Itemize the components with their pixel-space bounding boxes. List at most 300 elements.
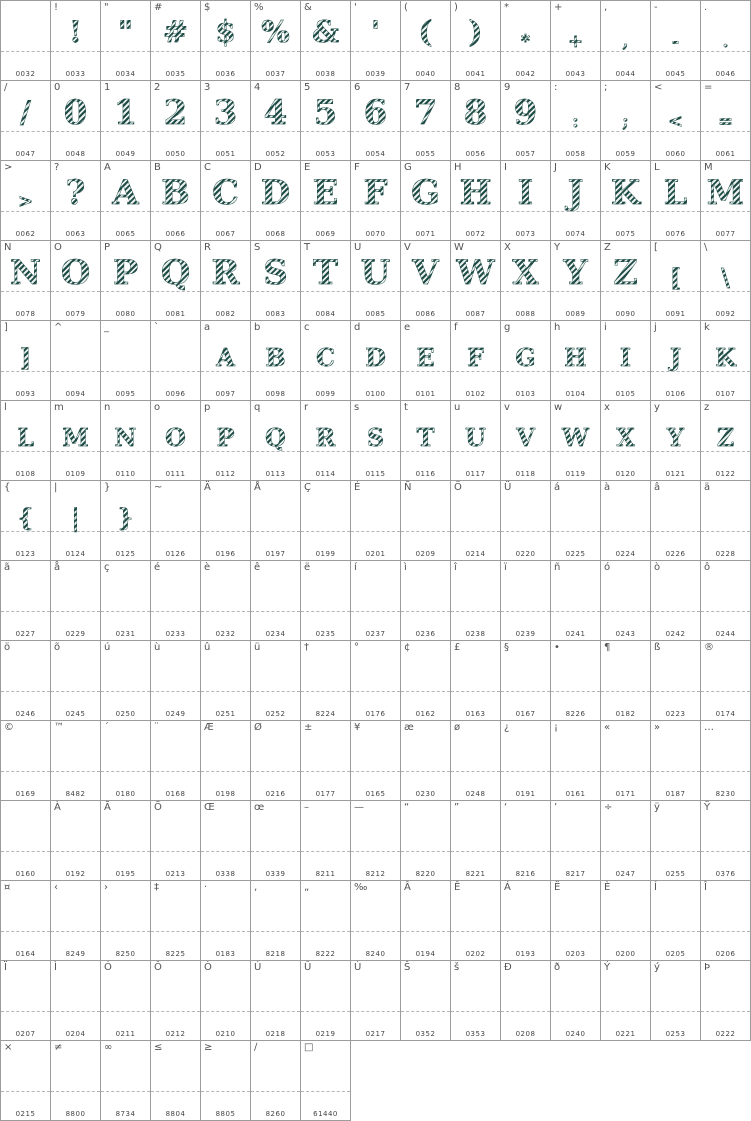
character-label: ·: [204, 882, 208, 893]
baseline-guide: [351, 531, 400, 532]
glyph-cell-0038[interactable]: [300, 0, 351, 81]
glyph-cell-0123[interactable]: [0, 480, 51, 561]
baseline-guide: [701, 771, 750, 772]
glyph-cell-0253[interactable]: [650, 960, 701, 1041]
glyph-cell-0101[interactable]: [400, 320, 451, 401]
glyph-cell-0070[interactable]: [350, 160, 401, 241]
baseline-guide: [551, 51, 600, 52]
glyph-cell-0082[interactable]: [200, 240, 251, 321]
character-code: 0063: [65, 230, 86, 238]
glyph-cell-0057[interactable]: [500, 80, 551, 161]
character-label: Å: [254, 482, 261, 493]
character-code: 0120: [615, 470, 636, 478]
glyph-cell-0255[interactable]: [650, 800, 701, 881]
baseline-guide: [251, 851, 300, 852]
glyph-cell-0096[interactable]: [150, 320, 201, 401]
glyph-cell-0209[interactable]: [400, 480, 451, 561]
baseline-guide: [351, 691, 400, 692]
glyph-cell-0069[interactable]: [300, 160, 351, 241]
character-label: 5: [304, 82, 311, 93]
character-label: ∕: [254, 1042, 258, 1053]
glyph-cell-0073[interactable]: [500, 160, 551, 241]
glyph-cell-0243[interactable]: [600, 560, 651, 641]
glyph-cell-0115[interactable]: [350, 400, 401, 481]
glyph-cell-0187[interactable]: [650, 720, 701, 801]
glyph-cell-0061[interactable]: [700, 80, 751, 161]
glyph-cell-0058[interactable]: [550, 80, 601, 161]
baseline-guide: [301, 851, 350, 852]
glyph-preview: G: [401, 173, 450, 213]
glyph-cell-0197[interactable]: [250, 480, 301, 561]
glyph-cell-0037[interactable]: [250, 0, 301, 81]
glyph-preview: M: [701, 173, 750, 213]
glyph-cell-8221[interactable]: [450, 800, 501, 881]
character-code: 0070: [365, 230, 386, 238]
glyph-cell-0376[interactable]: [700, 800, 751, 881]
character-label: l: [4, 402, 7, 413]
glyph-cell-0339[interactable]: [250, 800, 301, 881]
glyph-cell-0100[interactable]: [350, 320, 401, 401]
glyph-cell-0338[interactable]: [200, 800, 251, 881]
glyph-cell-0119[interactable]: [550, 400, 601, 481]
glyph-cell-0034[interactable]: [100, 0, 151, 81]
glyph-cell-0047[interactable]: [0, 80, 51, 161]
glyph-cell-0229[interactable]: [50, 560, 101, 641]
glyph-preview: 9: [501, 93, 550, 133]
character-label: …: [704, 722, 714, 733]
glyph-cell-8224[interactable]: [300, 640, 351, 721]
glyph-cell-0171[interactable]: [600, 720, 651, 801]
baseline-guide: [101, 931, 150, 932]
glyph-cell-0040[interactable]: [400, 0, 451, 81]
glyph-cell-0092[interactable]: [700, 240, 751, 321]
glyph-preview: }: [101, 504, 150, 532]
character-code: 0036: [215, 70, 236, 78]
glyph-cell-0068[interactable]: [250, 160, 301, 241]
character-code: 0086: [415, 310, 436, 318]
character-code: 0211: [115, 1030, 136, 1038]
glyph-cell-0049[interactable]: [100, 80, 151, 161]
glyph-cell-8250[interactable]: [100, 880, 151, 961]
glyph-cell-8240[interactable]: [350, 880, 401, 961]
glyph-cell-0091[interactable]: [650, 240, 701, 321]
glyph-cell-0084[interactable]: [300, 240, 351, 321]
character-code: 0118: [515, 470, 536, 478]
character-label: ´: [104, 722, 109, 733]
glyph-cell-8804[interactable]: [150, 1040, 201, 1121]
baseline-guide: [651, 771, 700, 772]
glyph-cell-0198[interactable]: [200, 720, 251, 801]
glyph-cell-0228[interactable]: [700, 480, 751, 561]
glyph-cell-0194[interactable]: [400, 880, 451, 961]
glyph-cell-8222[interactable]: [300, 880, 351, 961]
glyph-cell-0085[interactable]: [350, 240, 401, 321]
glyph-cell-0125[interactable]: [100, 480, 151, 561]
baseline-guide: [51, 1011, 100, 1012]
glyph-cell-0089[interactable]: [550, 240, 601, 321]
character-code: 0077: [715, 230, 736, 238]
baseline-guide: [351, 211, 400, 212]
glyph-preview: Z: [701, 424, 750, 452]
baseline-guide: [351, 1011, 400, 1012]
glyph-cell-0223[interactable]: [650, 640, 701, 721]
character-label: à: [604, 482, 611, 493]
glyph-cell-0122[interactable]: [700, 400, 751, 481]
glyph-cell-0236[interactable]: [400, 560, 451, 641]
glyph-cell-0240[interactable]: [550, 960, 601, 1041]
glyph-cell-0072[interactable]: [450, 160, 501, 241]
glyph-preview: I: [601, 344, 650, 372]
glyph-cell-0081[interactable]: [150, 240, 201, 321]
character-code: 0187: [665, 790, 686, 798]
glyph-cell-0097[interactable]: [200, 320, 251, 401]
character-label: ¥: [354, 722, 361, 733]
glyph-cell-0220[interactable]: [500, 480, 551, 561]
character-code: 0125: [115, 550, 136, 558]
glyph-cell-0083[interactable]: [250, 240, 301, 321]
glyph-cell-0094[interactable]: [50, 320, 101, 401]
glyph-cell-8230[interactable]: [700, 720, 751, 801]
glyph-cell-8220[interactable]: [400, 800, 451, 881]
character-label: Ú: [254, 962, 262, 973]
glyph-cell-0231[interactable]: [100, 560, 151, 641]
glyph-cell-0226[interactable]: [650, 480, 701, 561]
character-code: 0042: [515, 70, 536, 78]
character-code: 0104: [565, 390, 586, 398]
glyph-cell-0160[interactable]: [0, 800, 51, 881]
glyph-cell-0176[interactable]: [350, 640, 401, 721]
glyph-cell-8217[interactable]: [550, 800, 601, 881]
glyph-cell-0055[interactable]: [400, 80, 451, 161]
glyph-cell-0214[interactable]: [450, 480, 501, 561]
glyph-cell-0067[interactable]: [200, 160, 251, 241]
glyph-cell-8212[interactable]: [350, 800, 401, 881]
character-label: %: [254, 2, 264, 13]
glyph-cell-0211[interactable]: [100, 960, 151, 1041]
glyph-cell-0247[interactable]: [600, 800, 651, 881]
character-label: À: [54, 802, 61, 813]
character-label: d: [354, 322, 361, 333]
glyph-preview: B: [151, 173, 200, 213]
glyph-cell-0032[interactable]: [0, 0, 51, 81]
glyph-cell-8805[interactable]: [200, 1040, 251, 1121]
glyph-cell-0248[interactable]: [450, 720, 501, 801]
glyph-cell-0103[interactable]: [500, 320, 551, 401]
baseline-guide: [101, 291, 150, 292]
glyph-cell-0177[interactable]: [300, 720, 351, 801]
glyph-cell-0066[interactable]: [150, 160, 201, 241]
glyph-cell-0246[interactable]: [0, 640, 51, 721]
baseline-guide: [701, 531, 750, 532]
character-code: 0215: [15, 1110, 36, 1118]
glyph-cell-0114[interactable]: [300, 400, 351, 481]
glyph-cell-0090[interactable]: [600, 240, 651, 321]
glyph-cell-0054[interactable]: [350, 80, 401, 161]
glyph-cell-0109[interactable]: [50, 400, 101, 481]
glyph-cell-0183[interactable]: [200, 880, 251, 961]
glyph-cell-0071[interactable]: [400, 160, 451, 241]
character-label: ”: [454, 802, 460, 813]
glyph-preview: 5: [301, 93, 350, 133]
glyph-cell-0116[interactable]: [400, 400, 451, 481]
glyph-cell-0041[interactable]: [450, 0, 501, 81]
glyph-cell-0204[interactable]: [50, 960, 101, 1041]
character-label: ‹: [54, 882, 58, 893]
glyph-cell-0196[interactable]: [200, 480, 251, 561]
glyph-cell-0353[interactable]: [450, 960, 501, 1041]
glyph-cell-8482[interactable]: [50, 720, 101, 801]
glyph-cell-0244[interactable]: [700, 560, 751, 641]
character-label: g: [504, 322, 511, 333]
character-code: 0073: [515, 230, 536, 238]
baseline-guide: [101, 611, 150, 612]
baseline-guide: [51, 851, 100, 852]
glyph-cell-0230[interactable]: [400, 720, 451, 801]
glyph-cell-8226[interactable]: [550, 640, 601, 721]
character-code: 0227: [15, 630, 36, 638]
glyph-cell-0222[interactable]: [700, 960, 751, 1041]
baseline-guide: [101, 771, 150, 772]
glyph-cell-8216[interactable]: [500, 800, 551, 881]
glyph-cell-0110[interactable]: [100, 400, 151, 481]
glyph-preview: O: [51, 253, 100, 293]
glyph-cell-8218[interactable]: [250, 880, 301, 961]
glyph-cell-0164[interactable]: [0, 880, 51, 961]
glyph-cell-0165[interactable]: [350, 720, 401, 801]
glyph-cell-0099[interactable]: [300, 320, 351, 401]
glyph-cell-8260[interactable]: [250, 1040, 301, 1121]
glyph-cell-0251[interactable]: [200, 640, 251, 721]
glyph-cell-0174[interactable]: [700, 640, 751, 721]
glyph-cell-0086[interactable]: [400, 240, 451, 321]
glyph-cell-0053[interactable]: [300, 80, 351, 161]
glyph-cell-0210[interactable]: [200, 960, 251, 1041]
glyph-preview: 2: [151, 93, 200, 133]
glyph-cell-0202[interactable]: [450, 880, 501, 961]
glyph-cell-0126[interactable]: [150, 480, 201, 561]
baseline-guide: [251, 211, 300, 212]
glyph-cell-0252[interactable]: [250, 640, 301, 721]
glyph-cell-0033[interactable]: [50, 0, 101, 81]
glyph-cell-0238[interactable]: [450, 560, 501, 641]
glyph-cell-0233[interactable]: [150, 560, 201, 641]
glyph-preview: X: [501, 253, 550, 293]
glyph-cell-0050[interactable]: [150, 80, 201, 161]
character-label: ú: [104, 642, 111, 653]
baseline-guide: [151, 1091, 200, 1092]
character-code: 0044: [615, 70, 636, 78]
glyph-cell-0076[interactable]: [650, 160, 701, 241]
glyph-cell-0077[interactable]: [700, 160, 751, 241]
character-label: J: [554, 162, 557, 173]
glyph-cell-0239[interactable]: [500, 560, 551, 641]
glyph-cell-0108[interactable]: [0, 400, 51, 481]
glyph-cell-0201[interactable]: [350, 480, 401, 561]
glyph-cell-0062[interactable]: [0, 160, 51, 241]
character-label: c: [304, 322, 310, 333]
glyph-cell-0217[interactable]: [350, 960, 401, 1041]
baseline-guide: [301, 291, 350, 292]
glyph-cell-0237[interactable]: [350, 560, 401, 641]
glyph-preview: L: [1, 424, 50, 452]
glyph-cell-0207[interactable]: [0, 960, 51, 1041]
glyph-cell-0169[interactable]: [0, 720, 51, 801]
character-label: I: [504, 162, 507, 173]
glyph-preview: Q: [151, 253, 200, 293]
glyph-cell-0118[interactable]: [500, 400, 551, 481]
glyph-cell-0193[interactable]: [500, 880, 551, 961]
glyph-cell-0105[interactable]: [600, 320, 651, 401]
glyph-cell-0039[interactable]: [350, 0, 401, 81]
glyph-cell-0232[interactable]: [200, 560, 251, 641]
glyph-cell-0215[interactable]: [0, 1040, 51, 1121]
character-code: 0203: [565, 950, 586, 958]
glyph-cell-0112[interactable]: [200, 400, 251, 481]
character-label: „: [304, 882, 310, 893]
baseline-guide: [601, 851, 650, 852]
glyph-cell-0098[interactable]: [250, 320, 301, 401]
character-code: 0247: [615, 870, 636, 878]
baseline-guide: [251, 931, 300, 932]
glyph-cell-0102[interactable]: [450, 320, 501, 401]
glyph-cell-0250[interactable]: [100, 640, 151, 721]
glyph-cell-0060[interactable]: [650, 80, 701, 161]
glyph-cell-0095[interactable]: [100, 320, 151, 401]
glyph-cell-0051[interactable]: [200, 80, 251, 161]
glyph-cell-0206[interactable]: [700, 880, 751, 961]
glyph-cell-0046[interactable]: [700, 0, 751, 81]
character-label: Ô: [154, 962, 162, 973]
glyph-cell-0093[interactable]: [0, 320, 51, 401]
glyph-cell-0161[interactable]: [550, 720, 601, 801]
glyph-cell-0235[interactable]: [300, 560, 351, 641]
glyph-cell-0074[interactable]: [550, 160, 601, 241]
glyph-cell-0191[interactable]: [500, 720, 551, 801]
glyph-cell-0216[interactable]: [250, 720, 301, 801]
glyph-cell-0106[interactable]: [650, 320, 701, 401]
character-code: 0234: [265, 630, 286, 638]
character-label: W: [454, 242, 464, 253]
character-label: §: [504, 642, 509, 653]
character-label: `: [154, 322, 159, 333]
glyph-cell-0212[interactable]: [150, 960, 201, 1041]
glyph-cell-0087[interactable]: [450, 240, 501, 321]
glyph-cell-0104[interactable]: [550, 320, 601, 401]
glyph-cell-0043[interactable]: [550, 0, 601, 81]
glyph-cell-0203[interactable]: [550, 880, 601, 961]
character-code: 0235: [315, 630, 336, 638]
baseline-guide: [201, 611, 250, 612]
glyph-cell-0035[interactable]: [150, 0, 201, 81]
glyph-cell-0180[interactable]: [100, 720, 151, 801]
baseline-guide: [251, 531, 300, 532]
glyph-cell-0056[interactable]: [450, 80, 501, 161]
glyph-cell-0044[interactable]: [600, 0, 651, 81]
glyph-cell-0059[interactable]: [600, 80, 651, 161]
glyph-cell-0245[interactable]: [50, 640, 101, 721]
character-label: ‚: [254, 882, 258, 893]
glyph-cell-0045[interactable]: [650, 0, 701, 81]
glyph-cell-0208[interactable]: [500, 960, 551, 1041]
glyph-cell-0075[interactable]: [600, 160, 651, 241]
glyph-cell-0242[interactable]: [650, 560, 701, 641]
glyph-cell-0352[interactable]: [400, 960, 451, 1041]
glyph-cell-0241[interactable]: [550, 560, 601, 641]
glyph-cell-0221[interactable]: [600, 960, 651, 1041]
glyph-cell-0195[interactable]: [100, 800, 151, 881]
glyph-cell-0205[interactable]: [650, 880, 701, 961]
glyph-cell-0168[interactable]: [150, 720, 201, 801]
glyph-cell-0199[interactable]: [300, 480, 351, 561]
glyph-cell-61440[interactable]: [300, 1040, 351, 1121]
glyph-cell-0078[interactable]: [0, 240, 51, 321]
character-label: ±: [304, 722, 313, 733]
glyph-preview: ,: [601, 31, 650, 53]
glyph-cell-0042[interactable]: [500, 0, 551, 81]
character-code: 0078: [15, 310, 36, 318]
baseline-guide: [151, 1011, 200, 1012]
glyph-cell-0227[interactable]: [0, 560, 51, 641]
glyph-cell-0113[interactable]: [250, 400, 301, 481]
glyph-cell-0063[interactable]: [50, 160, 101, 241]
glyph-cell-8249[interactable]: [50, 880, 101, 961]
glyph-cell-0162[interactable]: [400, 640, 451, 721]
character-label: L: [654, 162, 660, 173]
glyph-cell-0234[interactable]: [250, 560, 301, 641]
character-code: 0066: [165, 230, 186, 238]
character-code: 0062: [15, 230, 36, 238]
glyph-cell-0080[interactable]: [100, 240, 151, 321]
baseline-guide: [251, 291, 300, 292]
glyph-cell-0192[interactable]: [50, 800, 101, 881]
glyph-cell-0120[interactable]: [600, 400, 651, 481]
glyph-cell-8225[interactable]: [150, 880, 201, 961]
character-code: 0107: [715, 390, 736, 398]
glyph-cell-8734[interactable]: [100, 1040, 151, 1121]
character-label: G: [404, 162, 412, 173]
glyph-cell-0088[interactable]: [500, 240, 551, 321]
glyph-cell-0121[interactable]: [650, 400, 701, 481]
glyph-cell-0111[interactable]: [150, 400, 201, 481]
glyph-cell-0048[interactable]: [50, 80, 101, 161]
glyph-cell-0182[interactable]: [600, 640, 651, 721]
character-code: 0210: [215, 1030, 236, 1038]
glyph-cell-0219[interactable]: [300, 960, 351, 1041]
glyph-cell-0163[interactable]: [450, 640, 501, 721]
glyph-cell-0052[interactable]: [250, 80, 301, 161]
glyph-preview: 6: [351, 93, 400, 133]
glyph-cell-0167[interactable]: [500, 640, 551, 721]
glyph-cell-0036[interactable]: [200, 0, 251, 81]
glyph-cell-0218[interactable]: [250, 960, 301, 1041]
glyph-cell-0079[interactable]: [50, 240, 101, 321]
character-code: 0194: [415, 950, 436, 958]
glyph-cell-0124[interactable]: [50, 480, 101, 561]
character-label: T: [304, 242, 311, 253]
character-label: 2: [154, 82, 161, 93]
glyph-cell-0213[interactable]: [150, 800, 201, 881]
glyph-cell-0225[interactable]: [550, 480, 601, 561]
glyph-cell-0200[interactable]: [600, 880, 651, 961]
character-label: r: [304, 402, 309, 413]
glyph-cell-0249[interactable]: [150, 640, 201, 721]
glyph-cell-8800[interactable]: [50, 1040, 101, 1121]
glyph-cell-0224[interactable]: [600, 480, 651, 561]
glyph-cell-0117[interactable]: [450, 400, 501, 481]
glyph-cell-0065[interactable]: [100, 160, 151, 241]
glyph-cell-8211[interactable]: [300, 800, 351, 881]
glyph-cell-0107[interactable]: [700, 320, 751, 401]
